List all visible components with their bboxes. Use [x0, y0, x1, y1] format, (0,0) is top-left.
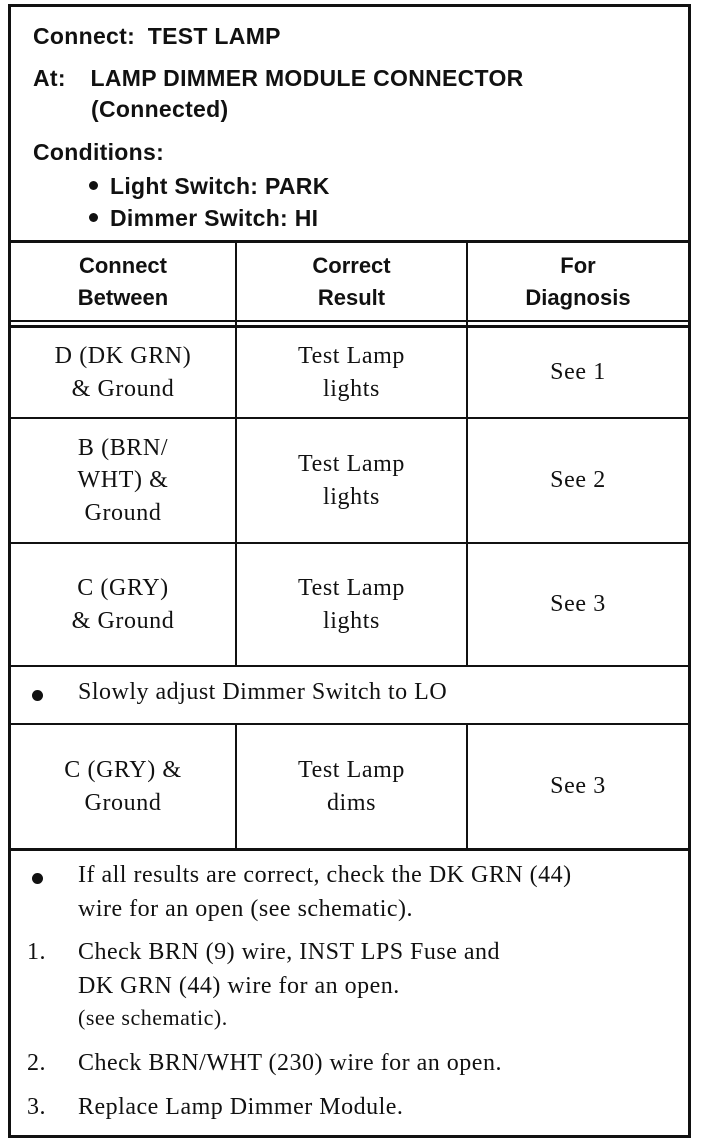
test-header	[11, 7, 688, 243]
cell-diagnosis: See 2	[550, 467, 606, 494]
note-number: 2.	[27, 1050, 46, 1076]
cell-connect-between: D (DK GRN) & Ground	[54, 342, 192, 402]
divider	[11, 320, 688, 322]
cell-correct-result: Test Lamp dims	[297, 756, 406, 816]
at-value-continued: (Connected)	[91, 96, 229, 122]
note-number: 3.	[27, 1094, 46, 1120]
note-2-line: Check BRN/WHT (230) wire for an open.	[78, 1050, 502, 1076]
bullet-icon	[32, 690, 43, 701]
at-line	[33, 65, 524, 92]
note-number: 1.	[27, 939, 46, 965]
diagnostic-chart	[8, 4, 691, 1138]
note-1-line: DK GRN (44) wire for an open.	[78, 973, 400, 999]
divider	[11, 848, 688, 851]
condition-item: Dimmer Switch: HI	[89, 205, 318, 232]
bullet-icon	[32, 873, 43, 884]
cell-correct-result: Test Lamp lights	[297, 574, 406, 634]
at-label: At:	[33, 65, 66, 91]
column-header-connect-between: Connect Between	[77, 252, 169, 310]
column-header-correct-result: Correct Result	[312, 252, 391, 310]
note-1-line: Check BRN (9) wire, INST LPS Fuse and	[78, 939, 501, 965]
connect-label: Connect:	[33, 23, 136, 49]
bullet-icon	[89, 213, 98, 222]
condition-item: Light Switch: PARK	[89, 173, 330, 200]
cell-connect-between: C (GRY) & Ground	[64, 756, 182, 816]
connect-line	[33, 23, 281, 50]
connect-value: TEST LAMP	[147, 23, 281, 49]
note-1-line: (see schematic).	[78, 1005, 228, 1030]
note-3-line: Replace Lamp Dimmer Module.	[78, 1094, 404, 1120]
note-all-correct: If all results are correct, check the DK GRN (44)	[78, 862, 572, 888]
cell-diagnosis: See 1	[550, 359, 606, 386]
column-header-for-diagnosis: For Diagnosis	[525, 252, 631, 310]
note-all-correct-continued: wire for an open (see schematic).	[78, 896, 414, 922]
cell-connect-between: B (BRN/ WHT) & Ground	[77, 434, 169, 526]
cell-connect-between: C (GRY) & Ground	[71, 574, 175, 634]
cell-correct-result: Test Lamp lights	[297, 342, 406, 402]
conditions-label: Conditions:	[33, 139, 165, 165]
cell-diagnosis: See 3	[550, 773, 606, 800]
bullet-icon	[89, 181, 98, 190]
divider	[11, 665, 688, 667]
at-value: LAMP DIMMER MODULE CONNECTOR	[90, 65, 524, 91]
cell-diagnosis: See 3	[550, 591, 606, 618]
instruction-adjust-dimmer: Slowly adjust Dimmer Switch to LO	[78, 679, 448, 705]
cell-correct-result: Test Lamp lights	[297, 450, 406, 510]
